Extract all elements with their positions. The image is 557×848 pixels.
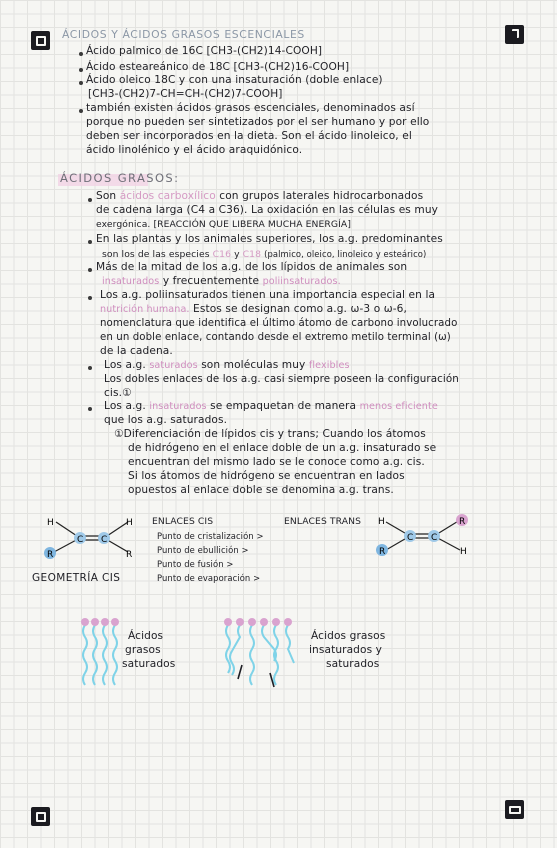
text-line: cis.① [104, 387, 132, 399]
text-line [100, 303, 407, 316]
bullet [88, 366, 92, 370]
text-line: porque no pueden ser sintetizados por el ser humano y por ello [86, 116, 430, 128]
highlight-text: C16 [212, 249, 232, 260]
corner-marker-top-left [31, 31, 50, 50]
saturated-label: Ácidos [128, 630, 164, 642]
bullet [79, 81, 83, 85]
atom-c: C [407, 533, 414, 543]
text-line [96, 190, 423, 203]
text-line: deben ser incorporados en la dieta. Son el ácido linoleico, el [86, 130, 412, 142]
atom-c: C [431, 533, 438, 543]
highlight-text: menos eficiente [359, 401, 438, 412]
corner-marker-bottom-left [31, 807, 50, 826]
text: y [234, 249, 240, 260]
cis-property: Punto de fusión > [157, 559, 234, 569]
atom-r: R [459, 517, 466, 527]
text: y frecuentemente [162, 275, 260, 287]
cis-property: Punto de cristalización > [157, 531, 264, 541]
unsaturated-lipids-illustration [218, 615, 308, 697]
text: con grupos laterales hidrocarbonados [219, 190, 424, 202]
unsaturated-label: saturados [326, 658, 380, 670]
trans-molecule-diagram [372, 510, 482, 565]
cis-property: Punto de ebullición > [157, 545, 249, 555]
highlight-text: ácidos carboxílico [119, 190, 216, 202]
cis-title: ENLACES CIS [152, 516, 214, 527]
atom-c: C [77, 535, 84, 545]
text-line: exergónica. [REACCIÓN QUE LIBERA MUCHA ENERGÍA] [96, 219, 352, 230]
text: (palmico, oleico, linoleico y esteárico) [264, 249, 427, 259]
trans-title: ENLACES TRANS [284, 516, 362, 527]
saturated-label: grasos [125, 644, 161, 656]
text-line: en un doble enlace, contando desde el extremo metilo terminal (ω) [100, 332, 451, 343]
bullet [79, 68, 83, 72]
text-line: nomenclatura que identifica el último átomo de carbono involucrado [100, 318, 458, 329]
note-line: Si los átomos de hidrógeno se encuentran en lados [128, 470, 405, 482]
bullet [88, 240, 92, 244]
geometry-cis-label: GEOMETRÍA CIS [32, 572, 121, 584]
highlight-text: nutrición humana. [100, 304, 190, 315]
atom-r: R [379, 547, 386, 557]
note-line: opuestos al enlace doble se denomina a.g. trans. [128, 484, 394, 496]
section1-title: ÁCIDOS Y ÁCIDOS GRASOS ESCENCIALES [62, 28, 305, 41]
highlight-text: flexibles [308, 360, 350, 371]
highlight-text: C18 [242, 249, 262, 260]
bullet [88, 296, 92, 300]
text-line: Los dobles enlaces de los a.g. casi siempre poseen la configuración [104, 373, 459, 385]
text: se empaquetan de manera [210, 400, 357, 412]
text-line [104, 400, 438, 413]
text-line: que los a.g. saturados. [104, 414, 228, 426]
text-line: de cadena larga (C4 a C36). La oxidación en las células es muy [96, 204, 438, 216]
text-line: Más de la mitad de los a.g. de los lípidos de animales son [96, 261, 408, 273]
bullet [88, 198, 92, 202]
text: Son [96, 190, 117, 202]
note-line: encuentran del mismo lado se le conoce como a.g. cis. [128, 456, 425, 468]
text-line: de la cadena. [100, 345, 173, 357]
text-line [104, 359, 350, 372]
atom-c: C [101, 535, 108, 545]
atom-r: R [126, 550, 133, 560]
bullet [88, 407, 92, 411]
atom-h: H [126, 518, 133, 528]
text: son moléculas muy [201, 359, 306, 371]
note-line: ①Diferenciación de lípidos cis y trans; Cuando los átomos [114, 428, 426, 440]
bullet [79, 52, 83, 56]
saturated-label: saturados [122, 658, 176, 670]
text-line: ácido linolénico y el ácido araquidónico. [86, 144, 303, 156]
highlight-text: saturados [149, 360, 198, 371]
text-line: Ácido esteareánico de 18C [CH3-(CH2)16-COOH] [86, 61, 350, 73]
text-line: también existen ácidos grasos escenciales, denominados así [86, 102, 415, 114]
atom-h: H [47, 518, 54, 528]
text-line: Los a.g. poliinsaturados tienen una importancia especial en la [100, 289, 436, 301]
text: Estos se designan como a.g. ω-3 o ω-6, [193, 303, 407, 315]
corner-marker-top-right [505, 25, 524, 44]
text-line [102, 275, 341, 288]
cis-property: Punto de evaporación > [157, 573, 261, 583]
highlight-text: insaturados [102, 276, 160, 287]
text-line [102, 248, 426, 261]
note-line: de hidrógeno en el enlace doble de un a.g. insaturado se [128, 442, 437, 454]
text-line: [CH3-(CH2)7-CH=CH-(CH2)7-COOH] [88, 88, 283, 100]
corner-marker-bottom-right [505, 800, 524, 819]
unsaturated-label: insaturados y [309, 644, 383, 656]
text: son los de las especies [102, 249, 210, 260]
section2-title: ÁCIDOS GRASOS: [60, 171, 180, 185]
highlight-text: insaturados [149, 401, 207, 412]
unsaturated-label: Ácidos grasos [311, 630, 386, 642]
bullet [88, 268, 92, 272]
text-line: Ácido palmico de 16C [CH3-(CH2)14-COOH] [86, 45, 323, 57]
cis-molecule-diagram [38, 512, 148, 567]
atom-r: R [47, 550, 54, 560]
saturated-lipids-illustration [77, 615, 127, 697]
bullet [79, 109, 83, 113]
highlight-text: poliinsaturados. [262, 276, 341, 287]
text-line: En las plantas y los animales superiores, los a.g. predominantes [96, 233, 443, 245]
atom-h: H [378, 517, 385, 527]
text-line: Ácido oleico 18C y con una insaturación (doble enlace) [86, 74, 383, 86]
text: Los a.g. [104, 400, 146, 412]
atom-h: H [460, 547, 467, 557]
text: Los a.g. [104, 359, 146, 371]
